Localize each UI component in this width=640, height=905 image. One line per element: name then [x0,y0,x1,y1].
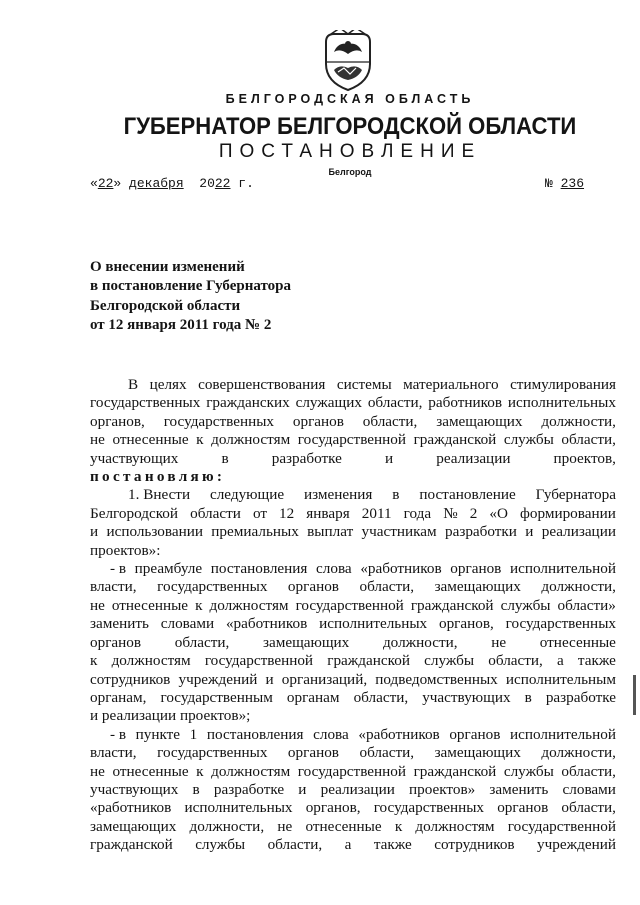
word: участвующих [90,449,179,467]
text-line [90,763,616,781]
word: отнесенные [112,431,189,449]
word: исполнительных [184,799,293,817]
decree-word: постановляю: [90,468,226,486]
word: реализации [320,780,395,798]
text-line [90,799,616,817]
word: и [384,449,394,467]
document-subject [90,258,390,335]
word: исполнительной [509,560,616,578]
word: в [192,780,200,798]
word: службы [195,836,246,854]
region-title: БЕЛГОРОДСКАЯ ОБЛАСТЬ [225,92,475,106]
word: учреждений [537,836,616,854]
word: должности, [189,817,265,835]
governor-title: ГУБЕРНАТОР БЕЛГОРОДСКОЙ ОБЛАСТИ [123,113,577,140]
word: должности, [382,633,458,651]
word: также [577,652,616,670]
word: государственных [373,799,485,817]
word: области, [561,799,616,817]
text-line [90,634,616,652]
word: органам [286,688,340,706]
text-line [90,836,616,854]
word: разработке [545,688,616,706]
word: а [557,652,564,670]
word: не [90,762,105,780]
word: службы [500,596,551,614]
word: к [195,596,203,614]
word: организаций, [281,670,368,688]
word: области [190,504,241,522]
document-date: «22» декабря 2022 г. [90,176,254,191]
word: - в [110,560,127,578]
word: замещающих [262,633,350,651]
word: выплат [307,523,354,541]
coat-of-arms-emblem [320,30,376,92]
word: словами [160,615,215,633]
word: постановление [419,486,516,504]
word: гражданской [410,596,494,614]
word: в [221,449,229,467]
text-line [90,413,616,431]
text-line [90,597,616,615]
word: Губернатора [535,486,616,504]
word: целях [149,376,187,393]
text-line [90,431,616,449]
word: к [394,817,403,835]
document-number: № 236 [545,176,585,191]
text-line [90,486,616,504]
word: исполнительных [507,394,616,412]
word: пункте [135,725,181,743]
word: службы [503,431,554,449]
word: а [344,836,352,854]
word: учреждений [178,670,258,688]
word: гражданской [413,762,497,780]
word: области, [561,762,616,780]
word: области, [561,431,616,449]
word: от [252,504,267,522]
word: следующие [209,486,285,504]
text-line [90,818,616,836]
word: замещающих [434,744,521,762]
word: гражданской [327,652,410,670]
word: гражданских [206,394,290,412]
word: отнесенные [111,596,189,614]
subject-line: от 12 января 2011 года № 2 [90,316,272,333]
word: В [128,376,139,393]
word: словами [562,780,616,798]
word: области» [557,596,616,614]
document-type-title: ПОСТАНОВЛЕНИЕ [218,141,482,162]
word: исполнительных [319,615,428,633]
word: также [373,836,412,854]
word: января [306,504,350,522]
word: № [443,504,458,522]
text-line [90,615,616,633]
word: Белгородской [90,504,179,522]
word: 1. Внести [128,486,191,504]
text-line [90,744,616,762]
word: государственных [505,615,616,633]
word: государственных [90,394,201,412]
word: органов [287,578,339,596]
word: 1 [189,725,198,743]
word: власти, [90,578,137,596]
word: совершенствования [198,376,326,393]
word: должностям [209,596,289,614]
text-line [90,394,616,412]
text-line [90,652,616,670]
text-line [90,376,616,394]
word: области, [353,688,409,706]
word: заменить [90,615,149,633]
paragraph-last-line: проектов»: [90,541,161,559]
item-1-paragraph [90,486,616,541]
word: 12 [279,504,295,522]
word: участвующих [90,780,179,798]
word: органов [450,560,502,578]
word: должностям [415,817,495,835]
word: органов [497,799,549,817]
word: «работников [360,560,442,578]
word: замещающих [90,817,177,835]
word: не [277,817,293,835]
paragraph-last-line: и реализации проектов»; [90,707,251,725]
word: и [265,670,274,688]
word: органов, [438,615,494,633]
word: участвующих [422,688,511,706]
word: области, [362,412,418,430]
word: реализации [436,449,511,467]
word: слова [316,560,352,578]
word: должностям [111,652,191,670]
subject-line: О внесении изменений [90,259,245,275]
preamble-paragraph [90,376,616,468]
text-line [90,578,616,596]
word: подведомственных [375,670,498,688]
text-line [90,523,616,541]
word: отнесенные [539,633,616,651]
word: «О [489,504,508,522]
word: стимулирования [510,376,616,393]
word: должностям [211,762,291,780]
word: разработке [213,780,285,798]
word: «работников [225,615,308,633]
text-line [90,450,616,468]
word: органов, [305,799,361,817]
text-line [90,781,616,799]
word: области, [359,744,415,762]
word: не [491,633,507,651]
word: органов [287,744,339,762]
word: реализации [541,523,616,541]
text-line [90,671,616,689]
subject-line: в постановление Губернатора [90,278,291,295]
word: к [90,652,98,670]
word: в [392,486,400,504]
word: постановления [210,560,308,578]
word: проектов» [409,780,476,798]
word: государственных [157,744,268,762]
word: органов, [90,412,145,430]
word: участникам [361,523,437,541]
word: области, [174,633,230,651]
text-line [90,689,616,707]
word: отнесенные [112,762,189,780]
word: органов [292,412,344,430]
subject-line: Белгородской области [90,297,241,314]
word: 2011 [361,504,392,522]
word: заменить [489,780,549,798]
word: преамбуле [134,560,203,578]
word: работников [428,394,503,412]
margin-mark [633,675,636,715]
word: органов [90,633,142,651]
word: органов [449,725,501,743]
text-line [90,560,616,578]
word: к [196,431,204,449]
word: государственным [160,688,273,706]
word: формировании [520,504,616,522]
text-line [90,726,616,744]
word: исполнительным [505,670,616,688]
word: сотрудников [434,836,515,854]
word: 2 [469,504,478,522]
word: проектов, [553,449,616,467]
word: гражданской [413,431,497,449]
word: должностям [211,431,291,449]
word: исполнительной [510,725,616,743]
word: «работников [358,725,440,743]
word: системы [336,376,392,393]
word: не [90,431,105,449]
dash-1-paragraph [90,560,616,707]
word: государственной [507,817,616,835]
word: области, [367,394,423,412]
word: года [403,504,432,522]
word: «работников [90,799,172,817]
word: гражданской [90,836,173,854]
word: замещающих [434,578,521,596]
document-body [90,376,616,855]
word: использовании [106,523,203,541]
word: не [90,596,105,614]
word: изменения [303,486,373,504]
word: должности, [541,412,616,430]
word: отнесенные [305,817,382,835]
word: - в [110,725,127,743]
word: государственных [157,578,268,596]
word: государственной [204,652,314,670]
word: постановления [206,725,304,743]
word: должности, [541,578,616,596]
word: премиальных [211,523,299,541]
word: области, [488,652,543,670]
word: разработки [444,523,517,541]
word: государственной [297,762,406,780]
word: службы [503,762,554,780]
word: слова [313,725,349,743]
word: государственной [295,596,404,614]
word: к [196,762,204,780]
word: в [524,688,532,706]
word: государственной [297,431,406,449]
word: и [298,780,307,798]
word: государственных [163,412,275,430]
word: должности, [541,744,616,762]
text-line [90,505,616,523]
word: разработке [271,449,342,467]
word: материального [403,376,499,393]
dash-2-paragraph [90,726,616,855]
word: области, [359,578,415,596]
city-label: Белгород [328,167,372,177]
word: органам, [90,688,147,706]
word: власти, [90,744,137,762]
word: области, [267,836,323,854]
word: служащих [295,394,362,412]
word: и [90,523,99,541]
word: и [525,523,534,541]
word: сотрудников [90,670,171,688]
word: замещающих [436,412,523,430]
word: службы [424,652,475,670]
